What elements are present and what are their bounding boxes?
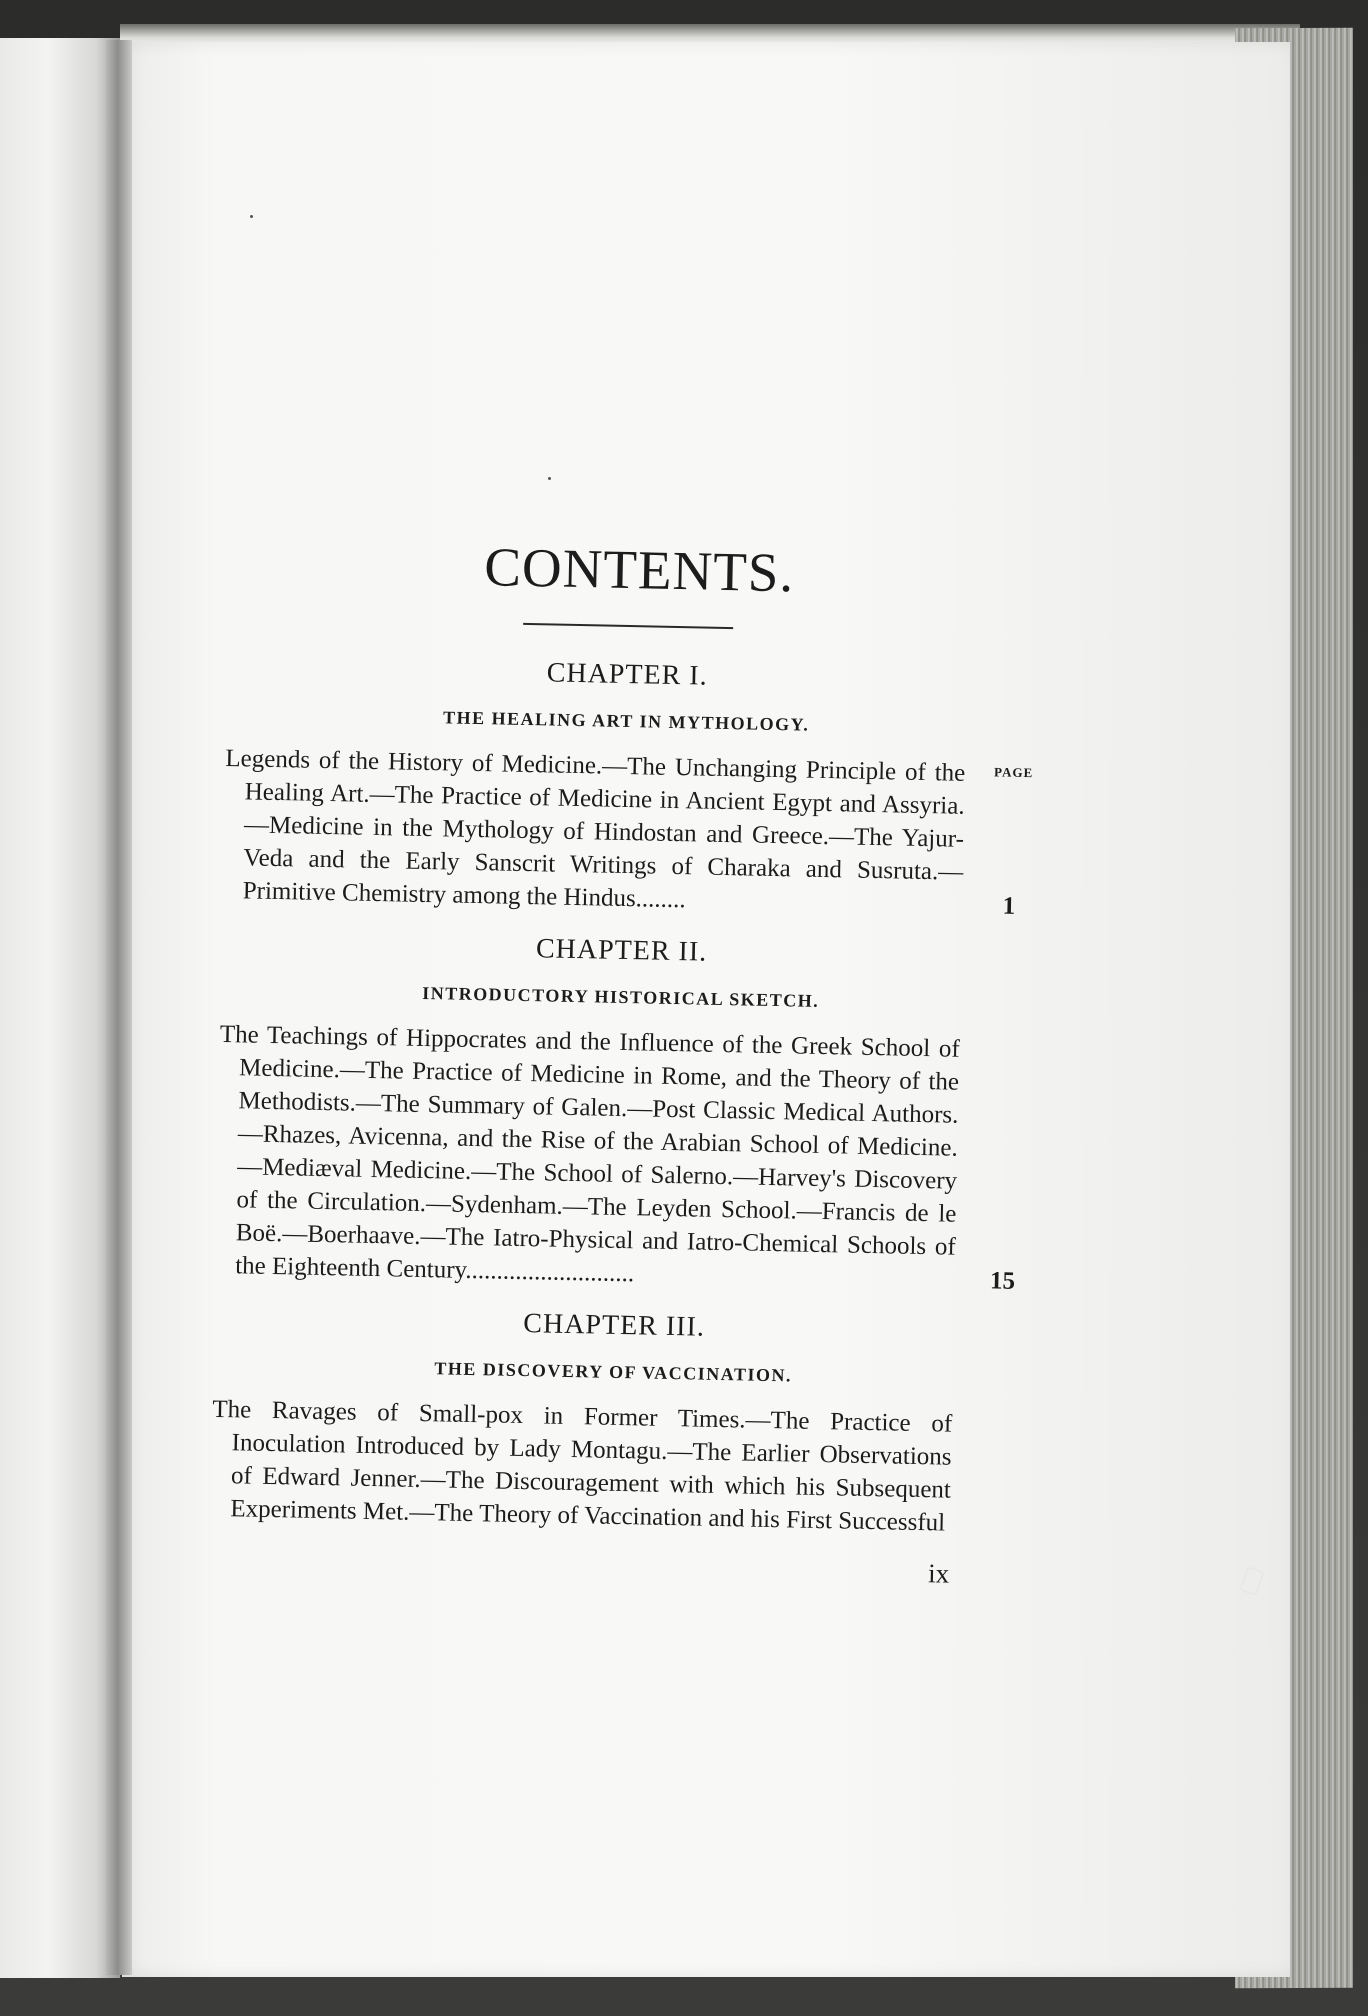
summary-text: Legends of the History of Medicine.—The Unchanging Principle of the Healing Art.—The Practice of Medicine in Ancient Egypt and Assyria.—Medicine in the Mythology of Hindostan and Greece.—The Yajur-Veda and the Early Sanscrit Writings of Charaka and Susruta.—Primitive Chemistry among the Hindus........ — [225, 744, 966, 914]
page-column-label: PAGE — [993, 764, 1034, 781]
page-number: 1 — [1002, 892, 1016, 920]
chapter-2 — [215, 927, 1022, 1298]
chapter-heading: CHAPTER I. — [546, 657, 708, 692]
chapter-summary — [222, 742, 1034, 923]
chapter-subtitle: THE DISCOVERY OF VACCINATION. — [434, 1358, 793, 1386]
summary-text: The Ravages of Small-pox in Former Times.—The Practice of Inoculation Introduced by Lady Montagu.—The Earlier Observations of Edward Jenner.—The Discouragement with which his Subsequent Experiments Met.—The Theory of Vaccination and his First Successful — [212, 1395, 953, 1537]
book-gutter — [106, 40, 132, 1975]
chapter-heading: CHAPTER II. — [535, 933, 708, 968]
chapter-heading: CHAPTER III. — [523, 1308, 706, 1343]
chapter-1 — [222, 651, 1034, 923]
title-rule — [523, 623, 733, 629]
chapter-subtitle: THE HEALING ART IN MYTHOLOGY. — [442, 707, 810, 735]
chapter-subtitle: INTRODUCTORY HISTORICAL SKETCH. — [421, 982, 820, 1011]
chapter-summary — [210, 1393, 1012, 1541]
table-of-contents — [210, 530, 1034, 1589]
contents-title: CONTENTS. — [483, 536, 795, 604]
chapter-3 — [210, 1302, 1014, 1589]
chapter-summary — [215, 1018, 1020, 1298]
speck-mark — [250, 215, 253, 218]
speck-mark — [548, 477, 551, 480]
page-number: 15 — [989, 1267, 1016, 1295]
page-folio: ix — [927, 1558, 950, 1589]
summary-text: The Teachings of Hippocrates and the Influence of the Greek School of Medicine.—The Practice of Medicine in Rome, and the Theory of the Methodists.—The Summary of Galen.—Post Classic Medical Authors.—Rhazes, Avicenna, and the Rise of the Arabian School of Medicine.—Mediæval Medicine.—The School of Salerno.—Harvey's Discovery of the Circulation.—Sydenham.—The Leyden School.—Francis de le Boë.—Boerhaave.—The Iatro-Physical and Iatro-Chemical Schools of the Eighteenth Century........................... — [219, 1020, 960, 1288]
left-page-edge — [0, 38, 120, 1978]
